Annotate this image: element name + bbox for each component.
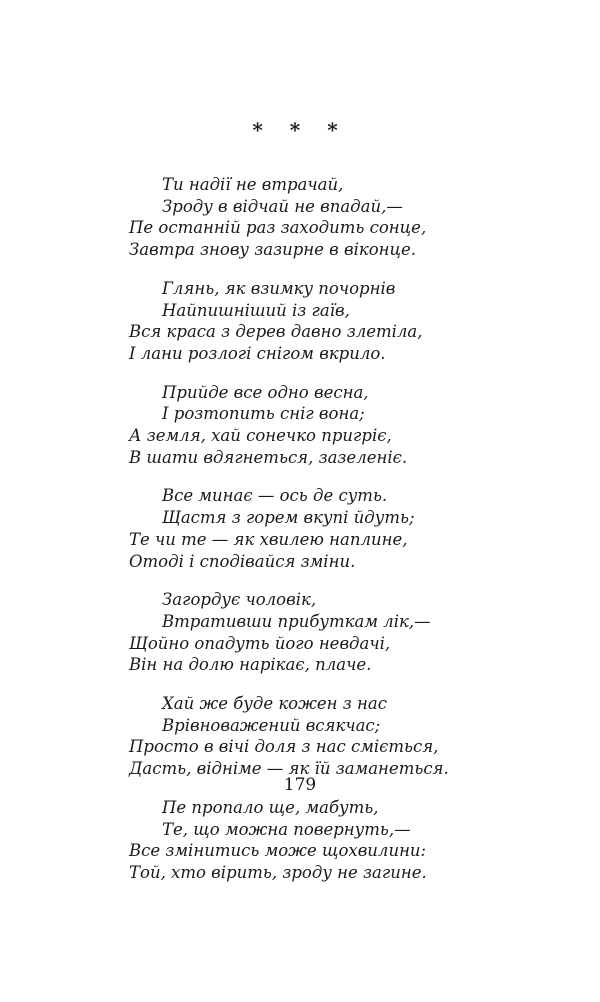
poem-line: Ти надії не втрачай, [162,175,344,194]
poem-line: Глянь, як взимку почорнів [162,278,396,298]
poem-line: Пе останній раз заходить сонце, [129,218,427,238]
poem-line: Вся краса з дерев давно злетіла, [129,322,423,342]
poem-line: А земля, хай сонечко пригріє, [129,426,392,446]
poem-line: Завтра знову зазирне в віконце. [129,240,417,260]
poem-line: Просто в вічі доля з нас сміється, [129,737,439,757]
poem-line: Зроду в відчай не впадай,— [162,196,403,216]
poem-line: Пе пропало ще, мабуть, [162,797,379,817]
poem-line: Отоді і сподівайся зміни. [129,551,356,571]
poem-line: Врівноважений всякчас; [162,715,381,735]
stanza [129,278,569,365]
poem-line: Він на долю нарікає, плаче. [129,655,372,675]
poem-line: Те чи те — як хвилею наплине, [129,529,408,549]
poem-line: І розтопить сніг вона; [162,404,365,424]
poem-line: Все змінитись може щохвилини: [129,841,427,861]
stanza [129,797,569,884]
poem-line: Втративши прибуткам лік,— [162,611,431,631]
stanza [129,485,569,572]
poem-line: Все минає — ось де суть. [162,486,388,506]
poem-line: Той, хто вірить, зроду не загине. [129,862,427,882]
poem-line: Прийде все одно весна, [162,382,369,402]
poem-line: Дасть, відніме — як їй заманеться. [129,759,449,779]
page-number: 179 [283,775,317,795]
poem-line: І лани розлогі снігом вкрило. [129,343,386,363]
poem-line: Щойно опадуть його невдачі, [129,633,391,653]
poem-line: Щастя з горем вкупі йдуть; [162,508,415,528]
stanza [129,693,569,780]
stanza [129,589,569,676]
poem-line: Хай же буде кожен з нас [162,694,387,714]
stanza [129,174,569,261]
poem-line: В шати вдягнеться, зазеленіє. [129,447,408,467]
section-separator: * * * [252,118,348,142]
poem-line: Те, що можна повернуть,— [162,819,411,839]
poem-line: Загордує чоловік, [162,590,317,610]
stanza [129,382,569,469]
poem-line: Найпишніший із гаїв, [162,300,350,320]
